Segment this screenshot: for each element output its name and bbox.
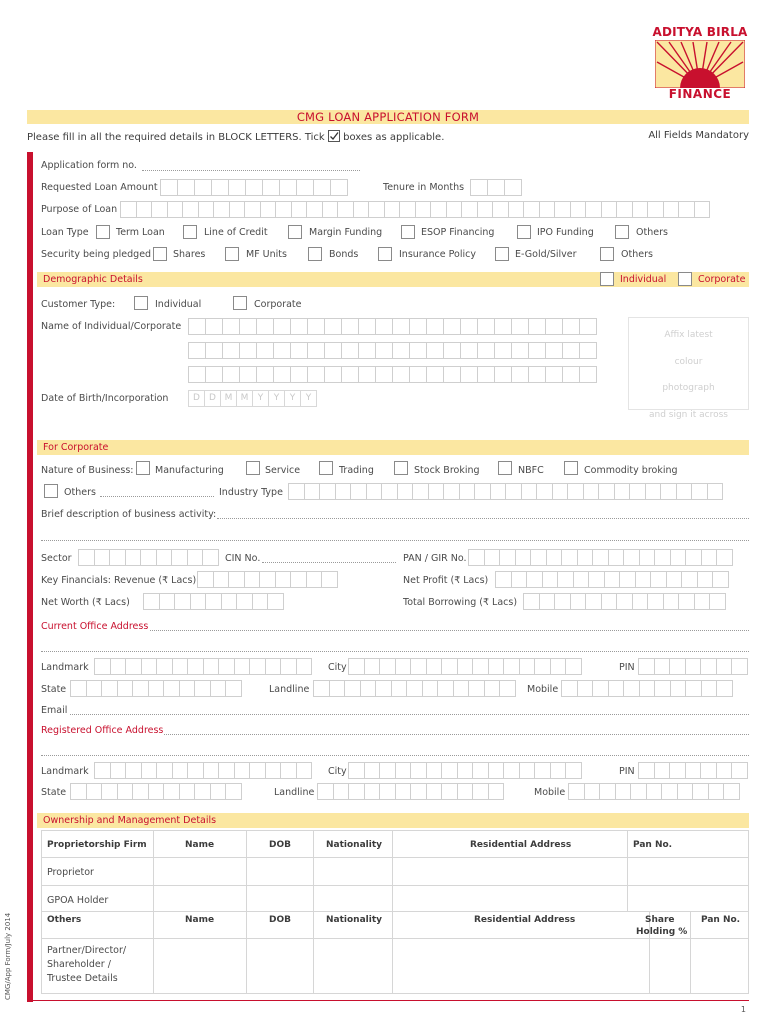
loan-type-margin-checkbox[interactable]: [288, 225, 302, 239]
security-bonds-checkbox[interactable]: [308, 247, 322, 261]
pan-boxes[interactable]: [468, 549, 732, 566]
table-rule-v5a: [627, 830, 628, 911]
left-red-frame: [27, 152, 33, 1002]
purpose-label: Purpose of Loan: [41, 204, 118, 215]
nature-others-checkbox[interactable]: [44, 484, 58, 498]
registered-landline-label: Landline: [274, 787, 315, 798]
registered-mobile-label: Mobile: [534, 787, 566, 798]
table-rule-v6: [690, 911, 691, 993]
registered-state-label: State: [41, 787, 67, 798]
net-profit-label: Net Profit (₹ Lacs): [403, 575, 489, 586]
current-address-line-2[interactable]: [41, 651, 749, 652]
page-number: 1: [740, 1005, 746, 1014]
demographic-corporate-label: Corporate: [698, 274, 746, 285]
nature-nbfc-checkbox[interactable]: [498, 461, 512, 475]
demographic-heading: Demographic Details: [43, 274, 143, 285]
loan-type-esop-label: ESOP Financing: [421, 227, 495, 238]
nature-broking-label: Stock Broking: [414, 465, 480, 476]
sector-label: Sector: [41, 553, 72, 564]
logo-brand-top: ADITYA BIRLA: [652, 25, 748, 39]
table-rule-v3: [313, 830, 314, 993]
col-name-2: Name: [185, 915, 215, 925]
security-mf-label: MF Units: [246, 249, 287, 260]
current-landline-label: Landline: [269, 684, 310, 695]
col-address-1: Residential Address: [470, 840, 572, 850]
instruction-pre: Please fill in all the required details in BLOCK LETTERS. Tick: [27, 132, 325, 143]
nature-commodity-label: Commodity broking: [584, 465, 678, 476]
table-rule-v0: [41, 830, 42, 993]
name-label: Name of Individual/Corporate: [41, 321, 182, 332]
registered-address-line-2[interactable]: [41, 755, 749, 756]
dob-y3[interactable]: Y: [284, 390, 301, 407]
registered-pin-label: PIN: [619, 766, 635, 777]
col-pan-2: Pan No.: [701, 915, 741, 925]
photo-line-1: Affix latest: [664, 330, 713, 340]
registered-city-boxes[interactable]: [348, 762, 581, 779]
nature-manufacturing-checkbox[interactable]: [136, 461, 150, 475]
col-nationality-1: Nationality: [326, 840, 382, 850]
customer-type-corporate-label: Corporate: [254, 299, 302, 310]
requested-amount-label: Requested Loan Amount: [41, 182, 158, 193]
registered-pin-boxes[interactable]: [638, 762, 747, 779]
demographic-individual-checkbox[interactable]: [600, 272, 614, 286]
requested-amount-boxes[interactable]: [160, 179, 347, 196]
current-email-label: Email: [41, 705, 68, 716]
total-borrowing-label: Total Borrowing (₹ Lacs): [403, 597, 518, 608]
revenue-label: Key Financials: Revenue (₹ Lacs): [41, 575, 197, 586]
nature-nbfc-label: NBFC: [518, 465, 544, 476]
registered-landline-boxes[interactable]: [317, 783, 503, 800]
app-form-no-label: Application form no.: [41, 160, 137, 171]
security-shares-label: Shares: [173, 249, 206, 260]
row-partner-line-1: Partner/Director/: [47, 945, 127, 956]
customer-type-corporate-checkbox[interactable]: [233, 296, 247, 310]
row-gpoa: GPOA Holder: [47, 895, 109, 906]
current-email-field[interactable]: [70, 714, 749, 715]
col-address-2: Residential Address: [474, 915, 576, 925]
security-others-label: Others: [621, 249, 653, 260]
table-rule-h1: [41, 830, 749, 831]
photo-placeholder: [628, 317, 749, 420]
instruction-post: boxes as applicable.: [343, 132, 445, 143]
loan-type-ipo-label: IPO Funding: [537, 227, 594, 238]
registered-landmark-boxes[interactable]: [94, 762, 311, 779]
nature-trading-checkbox[interactable]: [319, 461, 333, 475]
pan-label: PAN / GIR No.: [403, 553, 467, 564]
nature-trading-label: Trading: [339, 465, 374, 476]
col-holding: Holding %: [636, 927, 688, 937]
instruction-text: [27, 130, 444, 144]
form-code: CMG/App Form/July 2014: [4, 912, 12, 1000]
security-gold-checkbox[interactable]: [495, 247, 509, 261]
loan-type-label: Loan Type: [41, 227, 89, 238]
revenue-boxes[interactable]: [197, 571, 337, 588]
sector-boxes[interactable]: [78, 549, 218, 566]
app-form-no-field[interactable]: [142, 170, 360, 171]
table-rule-v1: [153, 830, 154, 993]
nature-service-label: Service: [265, 465, 301, 476]
loan-type-esop-checkbox[interactable]: [401, 225, 415, 239]
table-rule-h4: [41, 911, 749, 912]
net-worth-label: Net Worth (₹ Lacs): [41, 597, 130, 608]
col-proprietorship: Proprietorship Firm: [47, 840, 147, 850]
ownership-heading: Ownership and Management Details: [43, 815, 217, 826]
name-boxes-row-2[interactable]: [188, 342, 596, 359]
current-state-label: State: [41, 684, 67, 695]
loan-type-term-label: Term Loan: [116, 227, 165, 238]
cin-label: CIN No.: [225, 553, 261, 564]
company-logo: [650, 25, 750, 105]
dob-y4[interactable]: Y: [300, 390, 317, 407]
dob-m2[interactable]: M: [236, 390, 253, 407]
dob-y2[interactable]: Y: [268, 390, 285, 407]
form-title: CMG LOAN APPLICATION FORM: [296, 110, 480, 124]
brief-label: Brief description of business activity:: [41, 509, 217, 520]
ownership-section-bar: [37, 813, 749, 828]
table-rule-v4: [392, 830, 393, 993]
registered-mobile-boxes[interactable]: [568, 783, 739, 800]
logo-brand-bottom: FINANCE: [668, 87, 732, 101]
row-proprietor: Proprietor: [47, 867, 94, 878]
nature-service-checkbox[interactable]: [246, 461, 260, 475]
current-pin-boxes[interactable]: [638, 658, 747, 675]
nature-manufacturing-label: Manufacturing: [155, 465, 224, 476]
photo-line-4: and sign it across: [648, 409, 728, 420]
bottom-red-frame: [27, 1000, 749, 1001]
loan-type-credit-label: Line of Credit: [204, 227, 268, 238]
purpose-boxes[interactable]: [120, 201, 709, 218]
col-pan-1: Pan No.: [633, 840, 673, 850]
form-title-bar: [27, 110, 749, 124]
security-label: Security being pledged: [41, 249, 152, 260]
table-rule-v2: [246, 830, 247, 993]
industry-boxes[interactable]: [288, 483, 722, 500]
table-rule-v7: [748, 830, 749, 993]
mandatory-note: All Fields Mandatory: [648, 130, 749, 141]
sun-logo-icon: [655, 40, 745, 88]
col-others: Others: [47, 915, 82, 925]
col-nationality-2: Nationality: [326, 915, 382, 925]
table-rule-h3: [41, 885, 749, 886]
tenure-boxes[interactable]: [470, 179, 521, 196]
corporate-heading: For Corporate: [43, 442, 109, 453]
nature-broking-checkbox[interactable]: [394, 461, 408, 475]
registered-city-label: City: [328, 766, 347, 777]
net-profit-boxes[interactable]: [495, 571, 728, 588]
loan-type-credit-checkbox[interactable]: [183, 225, 197, 239]
tenure-label: Tenure in Months: [383, 182, 465, 193]
col-dob-1: DOB: [269, 840, 291, 850]
loan-type-ipo-checkbox[interactable]: [517, 225, 531, 239]
security-bonds-label: Bonds: [329, 249, 359, 260]
current-landmark-boxes[interactable]: [94, 658, 311, 675]
cin-field[interactable]: [262, 562, 396, 563]
security-insurance-checkbox[interactable]: [378, 247, 392, 261]
brief-field[interactable]: [217, 518, 749, 519]
dob-label: Date of Birth/Incorporation: [41, 393, 169, 404]
dob-d2[interactable]: D: [204, 390, 221, 407]
current-mobile-boxes[interactable]: [561, 680, 732, 697]
dob-d1[interactable]: D: [188, 390, 205, 407]
current-city-label: City: [328, 662, 347, 673]
col-share: Share: [645, 915, 675, 925]
registered-address-line-1[interactable]: [164, 734, 749, 735]
current-landline-boxes[interactable]: [313, 680, 515, 697]
loan-type-term-checkbox[interactable]: [96, 225, 110, 239]
security-gold-label: E-Gold/Silver: [515, 249, 577, 260]
customer-type-label: Customer Type:: [41, 299, 116, 310]
row-partner-line-2: Shareholder /: [47, 959, 111, 970]
dob-boxes[interactable]: [188, 390, 316, 407]
col-name-1: Name: [185, 840, 215, 850]
security-shares-checkbox[interactable]: [153, 247, 167, 261]
current-pin-label: PIN: [619, 662, 635, 673]
name-boxes-row-3[interactable]: [188, 366, 596, 383]
current-address-heading: Current Office Address: [41, 621, 149, 632]
table-rule-h6: [41, 993, 749, 994]
total-borrowing-boxes[interactable]: [523, 593, 725, 610]
nature-others-label: Others: [64, 487, 96, 498]
customer-type-individual-label: Individual: [155, 299, 202, 310]
current-mobile-label: Mobile: [527, 684, 559, 695]
name-boxes-row-1[interactable]: [188, 318, 596, 335]
dob-m1[interactable]: M: [220, 390, 237, 407]
demographic-corporate-checkbox[interactable]: [678, 272, 692, 286]
tick-box-icon: [328, 130, 340, 142]
net-worth-boxes[interactable]: [143, 593, 283, 610]
col-dob-2: DOB: [269, 915, 291, 925]
table-rule-h5: [41, 938, 749, 939]
registered-landmark-label: Landmark: [41, 766, 89, 777]
customer-type-individual-checkbox[interactable]: [134, 296, 148, 310]
demographic-individual-label: Individual: [620, 274, 667, 285]
nature-commodity-checkbox[interactable]: [564, 461, 578, 475]
row-partner-line-3: Trustee Details: [47, 973, 118, 984]
current-landmark-label: Landmark: [41, 662, 89, 673]
loan-type-margin-label: Margin Funding: [309, 227, 383, 238]
loan-type-others-label: Others: [636, 227, 668, 238]
industry-label: Industry Type: [219, 487, 283, 498]
photo-line-2: colour: [674, 356, 703, 367]
registered-state-boxes[interactable]: [70, 783, 241, 800]
current-state-boxes[interactable]: [70, 680, 241, 697]
security-others-checkbox[interactable]: [600, 247, 614, 261]
dob-y1[interactable]: Y: [252, 390, 269, 407]
photo-line-3: photograph: [662, 383, 715, 393]
table-rule-h2: [41, 857, 749, 858]
security-insurance-label: Insurance Policy: [399, 249, 476, 260]
nature-label: Nature of Business:: [41, 465, 134, 476]
registered-address-heading: Registered Office Address: [41, 725, 164, 736]
corporate-section-bar: [37, 440, 749, 455]
brief-field-2[interactable]: [41, 540, 749, 541]
current-address-line-1[interactable]: [150, 630, 749, 631]
loan-type-others-checkbox[interactable]: [615, 225, 629, 239]
nature-others-field[interactable]: [100, 496, 214, 497]
current-city-boxes[interactable]: [348, 658, 581, 675]
security-mf-checkbox[interactable]: [225, 247, 239, 261]
